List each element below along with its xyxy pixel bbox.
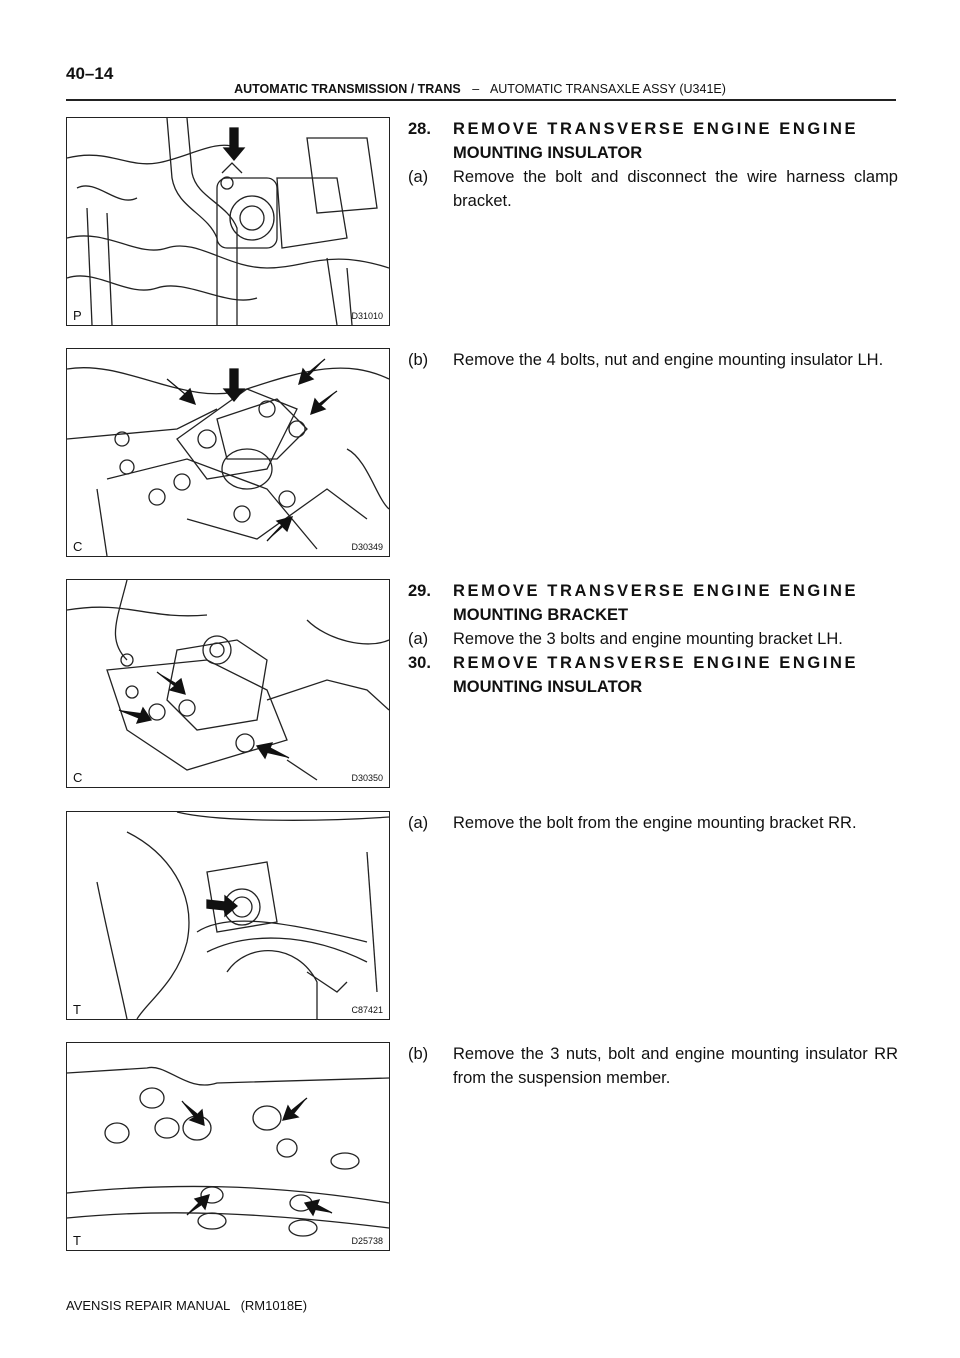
substep-text: Remove the bolt from the engine mounting bracket RR. [453, 814, 857, 832]
figure-d30350 [66, 579, 390, 788]
figure-d25738 [66, 1042, 390, 1251]
figure-d31010 [66, 117, 390, 326]
figure-letter: T [73, 1002, 81, 1017]
step-number: 28. [408, 120, 431, 138]
header-separator: – [472, 82, 480, 96]
figure-illustration [67, 349, 389, 556]
substep-label: (a) [408, 168, 429, 186]
page-number: 40–14 [66, 64, 114, 83]
figure-c87421 [66, 811, 390, 1020]
step-title-line2: MOUNTING INSULATOR [453, 678, 643, 696]
step-29a [408, 627, 898, 651]
figure-code: C87421 [351, 1005, 383, 1015]
step-28b [408, 348, 898, 372]
figure-code: D30349 [351, 542, 383, 552]
figure-letter: C [73, 539, 83, 554]
figure-d30349 [66, 348, 390, 557]
step-30-heading [408, 651, 898, 699]
substep-text: Remove the bolt and disconnect the wire harness clamp bracket. [453, 168, 898, 210]
step-title-line1: REMOVE TRANSVERSE ENGINE ENGINE [453, 582, 859, 600]
step-29-heading [408, 579, 898, 627]
step-30b [408, 1042, 898, 1090]
figure-code: D30350 [351, 773, 383, 783]
substep-text: Remove the 3 nuts, bolt and engine mounting insulator RR from the suspension member. [453, 1045, 898, 1087]
figure-code: D31010 [351, 311, 383, 321]
figure-illustration [67, 580, 389, 787]
substep-text: Remove the 3 bolts and engine mounting bracket LH. [453, 630, 843, 648]
step-title-line2: MOUNTING BRACKET [453, 606, 629, 624]
step-title-line2: MOUNTING INSULATOR [453, 144, 643, 162]
figure-illustration [67, 812, 389, 1019]
header-section: AUTOMATIC TRANSMISSION / TRANS [234, 82, 461, 96]
substep-label: (b) [408, 1045, 429, 1063]
substep-label: (a) [408, 814, 429, 832]
step-28-heading [408, 117, 898, 165]
figure-illustration [67, 1043, 389, 1250]
step-title-line1: REMOVE TRANSVERSE ENGINE ENGINE [453, 120, 859, 138]
figure-letter: C [73, 770, 83, 785]
figure-letter: P [73, 308, 82, 323]
header-rule [66, 99, 896, 101]
step-number: 29. [408, 582, 431, 600]
figure-code: D25738 [351, 1236, 383, 1246]
step-30a [408, 811, 898, 835]
substep-label: (b) [408, 351, 429, 369]
page-header [0, 82, 960, 96]
figure-letter: T [73, 1233, 81, 1248]
figure-illustration [67, 118, 389, 325]
substep-text: Remove the 4 bolts, nut and engine mounting insulator LH. [453, 351, 884, 369]
footer-manual-title: AVENSIS REPAIR MANUAL (RM1018E) [66, 1298, 308, 1313]
step-number: 30. [408, 654, 431, 672]
header-subsection: AUTOMATIC TRANSAXLE ASSY (U341E) [489, 82, 726, 96]
step-28a [408, 165, 898, 213]
step-title-line1: REMOVE TRANSVERSE ENGINE ENGINE [453, 654, 859, 672]
substep-label: (a) [408, 630, 429, 648]
